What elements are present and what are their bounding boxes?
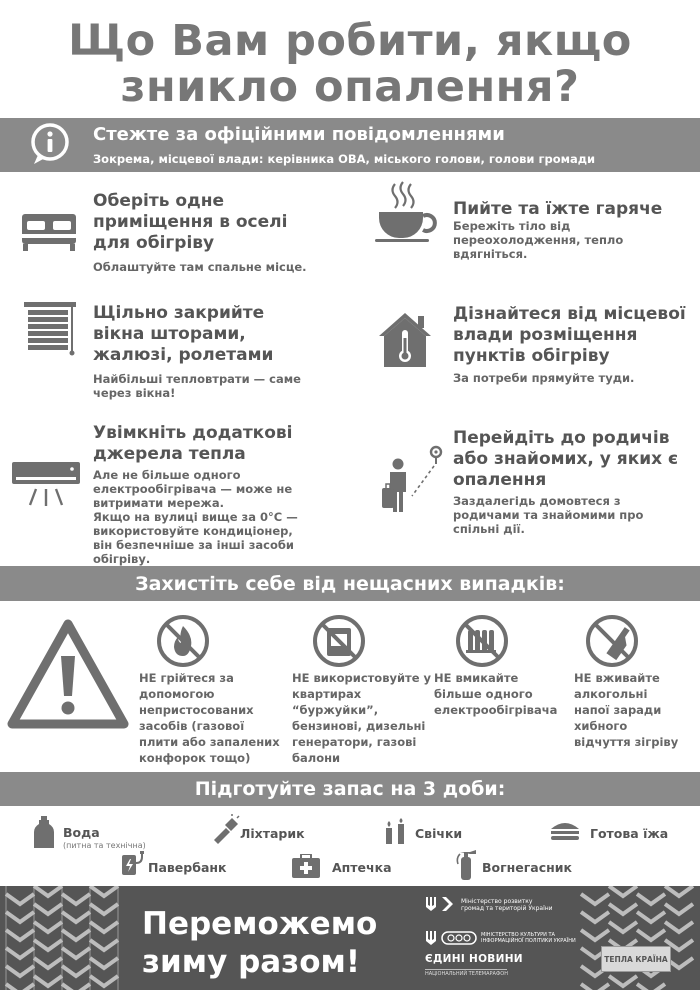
official-subtitle: Зокрема, місцевої влади: керівника ОВА, міського голови, голови громади <box>93 152 596 166</box>
flashlight-icon <box>210 814 240 844</box>
house-thermometer-icon <box>376 310 434 368</box>
warning-triangle-icon <box>6 618 130 730</box>
supply-candles: Свічки <box>415 826 463 841</box>
knit-pattern-left <box>0 886 132 990</box>
protect-band <box>0 566 700 601</box>
trident-icon-2 <box>425 930 437 946</box>
no-alcohol-icon <box>585 614 639 668</box>
edyni-novyny-logo: ЄДИНІ НОВИНИ <box>425 953 523 965</box>
traveler-icon <box>378 444 444 514</box>
news-divider <box>425 969 507 970</box>
supplies-band <box>0 772 700 806</box>
supply-firstaid: Аптечка <box>332 860 392 875</box>
tip-hot-text: Бережіть тіло від переохолодження, тепло вдягніться. <box>453 219 624 261</box>
ready-food-icon <box>550 822 580 840</box>
supplies-title: Підготуйте запас на 3 доби: <box>194 778 506 800</box>
footer-slogan: Переможемо зиму разом! <box>142 906 378 980</box>
no-stove-icon <box>312 614 366 668</box>
candles-icon <box>384 818 408 844</box>
mkip-logo-icon <box>441 931 477 945</box>
tip-room-title: Оберіть одне приміщення в оселі для обігріву <box>93 191 288 253</box>
hot-cup-icon <box>373 180 439 244</box>
supply-water: Вода <box>63 825 100 840</box>
warning-no-gas-stove: НЕ грійтеся за допомогою непристосованих засобів (газової плити або запалених конфорок тощо) <box>139 671 280 765</box>
supply-water-note: (питна та технічна) <box>63 841 146 850</box>
water-bottle-icon <box>34 816 54 848</box>
page-title: Що Вам робити, якщо зникло опалення? <box>68 16 632 112</box>
warning-no-generators: НЕ використовуйте у квартирах “буржуйки”, бензинові, дизельні генератори, газові балони <box>292 671 431 765</box>
tip-heat-sources-title: Увімкніть додаткові джерела тепла <box>93 423 293 464</box>
tepla-kraina-badge: ТЕПЛА КРАЇНА <box>601 946 671 972</box>
trident-icon <box>425 896 437 912</box>
air-conditioner-icon <box>12 462 80 508</box>
warning-no-alcohol: НЕ вживайте алкогольні напої заради хибного відчуття зігріву <box>574 671 679 749</box>
warning-one-heater: НЕ вмикайте більше одного електрообігрівача <box>434 671 558 717</box>
no-fire-icon <box>156 614 210 668</box>
supply-food: Готова їжа <box>590 826 669 841</box>
tip-windows-text: Найбільші тепловтрати — саме через вікна! <box>93 372 301 400</box>
fire-extinguisher-icon <box>456 850 480 880</box>
tip-heat-sources-text: Але не більше одного електрообігрівача — може не витримати мережа. Якщо на вулиці вище за 0°C — використовуйте кондиціонер, він безпечніше за інші засоби обігріву. <box>93 468 298 566</box>
tip-hot-title: Пийте та їжте гаряче <box>453 199 663 219</box>
powerbank-icon <box>120 851 146 877</box>
bed-icon <box>20 212 78 252</box>
ministry-communities-logo: Міністерство розвитку громад та територій України <box>461 898 553 912</box>
tip-windows-title: Щільно закрийте вікна шторами, жалюзі, ролетами <box>93 303 274 365</box>
blinds-icon <box>24 302 76 356</box>
ministry-culture-logo: МІНІСТЕРСТВО КУЛЬТУРИ ТА ІНФОРМАЦІЙНОЇ ПОЛІТИКИ УКРАЇНИ <box>481 932 576 944</box>
protect-title: Захистіть себе від нещасних випадків: <box>135 572 565 595</box>
chevron-logo-icon <box>441 896 455 912</box>
tip-relatives-title: Перейдіть до родичів або знайомих, у яких є опалення <box>453 428 679 490</box>
info-bubble-icon <box>26 120 74 168</box>
tip-shelters-text: За потреби прямуйте туди. <box>453 371 635 385</box>
tip-shelters-title: Дізнайтеся від місцевої влади розміщення пунктів обігріву <box>453 304 686 366</box>
first-aid-icon <box>292 854 320 878</box>
supply-flashlight: Ліхтарик <box>240 826 305 841</box>
supply-powerbank: Павербанк <box>148 860 227 875</box>
tip-relatives-text: Заздалегідь домовтеся з родичами та знайомими про спільні дії. <box>453 494 644 536</box>
tip-room-text: Облаштуйте там спальне місце. <box>93 260 307 274</box>
no-heater-icon <box>455 614 509 668</box>
official-title: Стежте за офіційними повідомленнями <box>93 124 505 145</box>
telemarathon-label: НАЦІОНАЛЬНИЙ ТЕЛЕМАРАФОН <box>425 971 508 977</box>
knit-pattern-right <box>575 886 700 990</box>
supply-extinguisher: Вогнегасник <box>482 860 573 875</box>
